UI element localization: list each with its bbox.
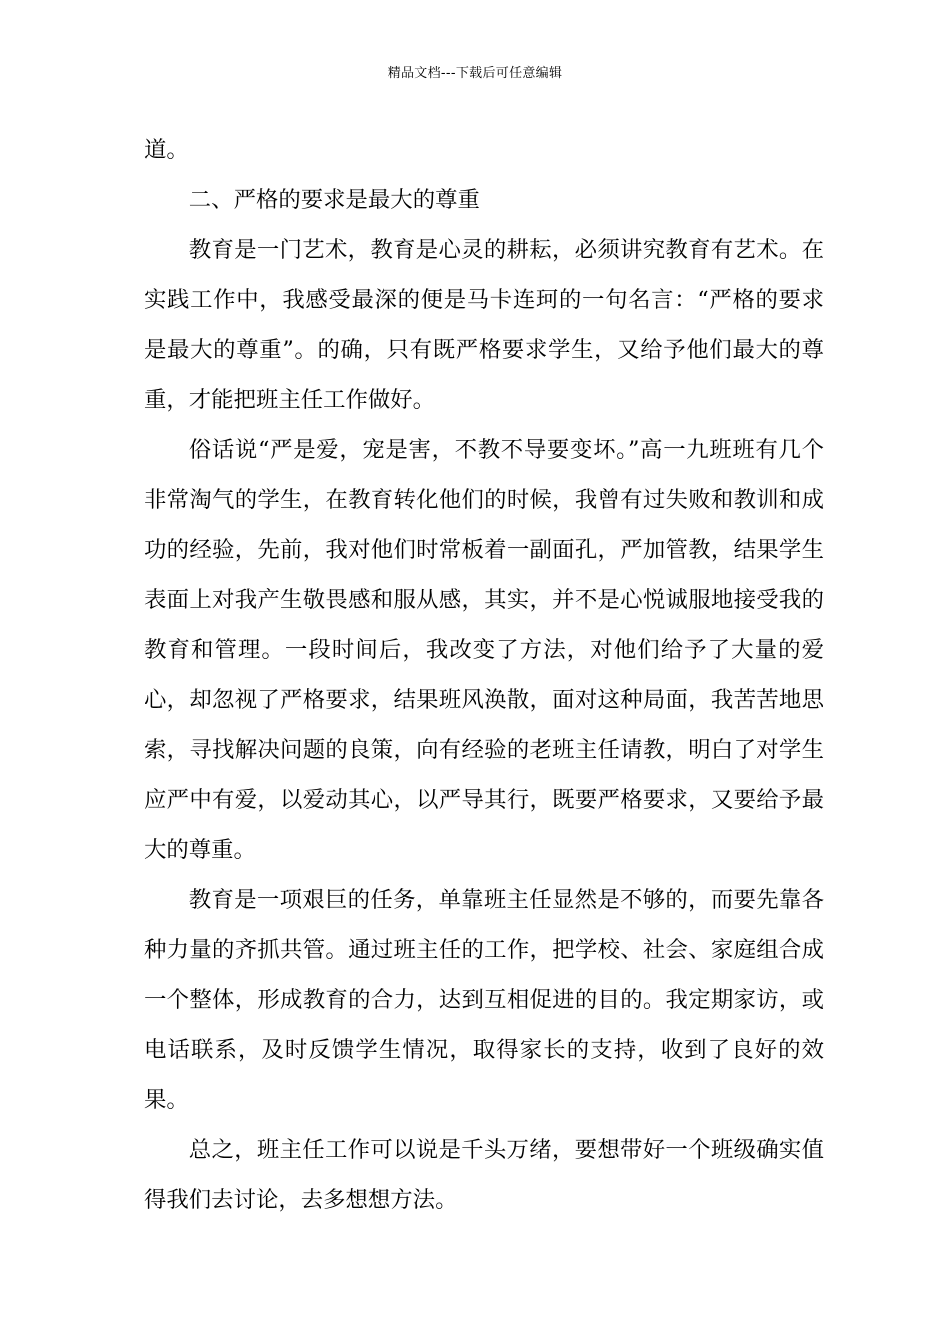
paragraph: 教育是一门艺术，教育是心灵的耕耘，必须讲究教育有艺术。在实践工作中，我感受最深的便是马卡连珂的一句名言：“严格的要求是最大的尊重”。的确，只有既严格要求学生，又给予他们最大的尊重，才能把班主任工作做好。 bbox=[144, 237, 824, 413]
paragraph-continuation: 道。 bbox=[144, 137, 189, 163]
paragraph: 俗话说“严是爱，宠是害，不教不导要变坏。”高一九班班有几个非常淘气的学生，在教育转化他们的时候，我曾有过失败和教训和成功的经验，先前，我对他们时常板着一副面孔，严加管教，结果学生表面上对我产生敬畏感和服从感，其实，并不是心悦诚服地接受我的教育和管理。一段时间后，我改变了方法，对他们给予了大量的爱心，却忽视了严格要求，结果班风涣散，面对这种局面，我苦苦地思索，寻找解决问题的良策，向有经验的老班主任请教，明白了对学生应严中有爱，以爱动其心，以严导其行，既要严格要求，又要给予最大的尊重。 bbox=[144, 437, 824, 863]
page-header: 精品文档---下载后可任意编辑 bbox=[387, 66, 563, 81]
document-body bbox=[144, 125, 824, 1225]
paragraph: 总之，班主任工作可以说是千头万绪，要想带好一个班级确实值得我们去讨论，去多想想方法。 bbox=[144, 1137, 824, 1213]
paragraph: 教育是一项艰巨的任务，单靠班主任显然是不够的，而要先靠各种力量的齐抓共管。通过班主任的工作，把学校、社会、家庭组合成一个整体，形成教育的合力，达到互相促进的目的。我定期家访，或电话联系，及时反馈学生情况，取得家长的支持，收到了良好的效果。 bbox=[144, 887, 824, 1113]
section-heading: 二、严格的要求是最大的尊重 bbox=[188, 187, 480, 213]
